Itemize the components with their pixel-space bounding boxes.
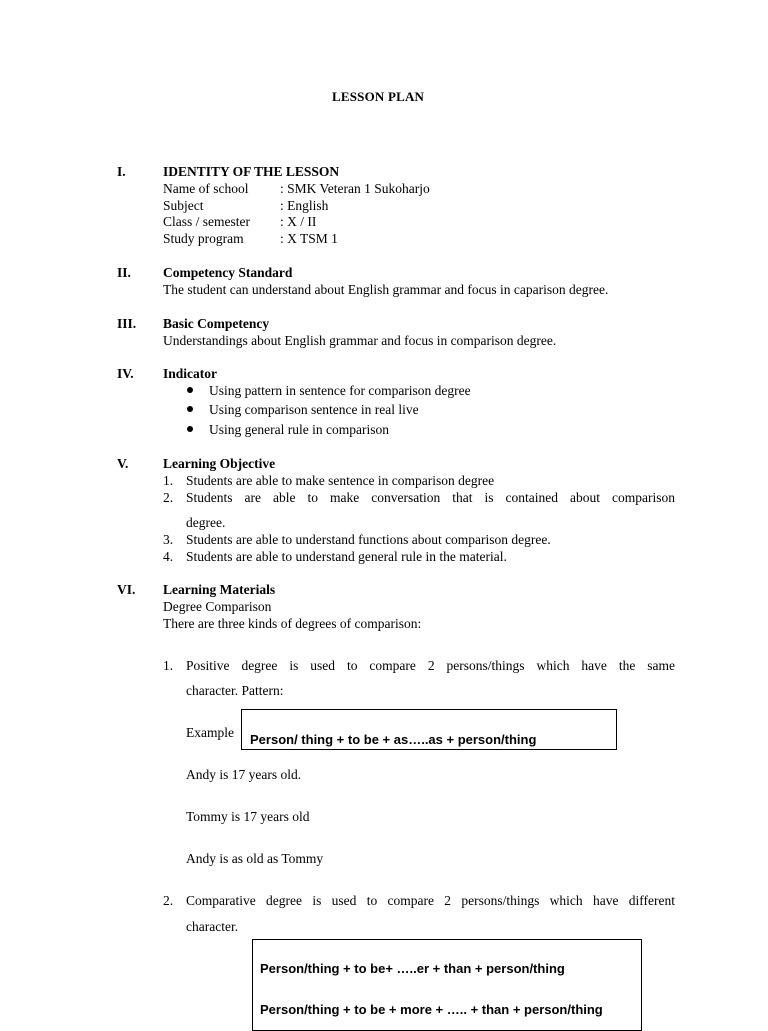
section-heading-learning-objective: Learning Objective: [163, 456, 276, 471]
section-number-4: IV.: [117, 366, 134, 381]
bullet-icon: [187, 406, 193, 412]
pattern-text: Person/ thing + to be + as…..as + person/thing: [250, 732, 537, 747]
identity-value: : SMK Veteran 1 Sukoharjo: [280, 181, 430, 196]
objective-number: 3.: [163, 532, 174, 547]
identity-label: Name of school: [163, 181, 249, 196]
material-number: 1.: [163, 658, 174, 673]
objective-text: Students are able to understand functions about comparison degree.: [186, 532, 551, 547]
example-sentence: Andy is 17 years old.: [186, 767, 302, 782]
section-number-6: VI.: [117, 582, 136, 597]
section-number-5: V.: [117, 456, 129, 471]
identity-value: : X TSM 1: [280, 231, 338, 246]
objective-text: Students are able to understand general rule in the material.: [186, 549, 507, 564]
section-number-1: I.: [117, 164, 126, 179]
section-heading-learning-materials: Learning Materials: [163, 582, 276, 597]
example-sentence: Andy is as old as Tommy: [186, 851, 324, 866]
objective-number: 2.: [163, 490, 174, 505]
material-text: Comparative degree is used to compare 2 persons/things which have different: [186, 893, 675, 908]
material-number: 2.: [163, 893, 174, 908]
section-number-2: II.: [117, 265, 131, 280]
identity-value: : English: [280, 198, 329, 213]
section-heading-identity: IDENTITY OF THE LESSON: [163, 164, 340, 179]
indicator-item: Using general rule in comparison: [209, 422, 389, 437]
indicator-item: Using pattern in sentence for comparison degree: [209, 383, 471, 398]
identity-label: Subject: [163, 198, 204, 213]
bullet-icon: [187, 426, 193, 432]
objective-text: Students are able to make conversation that is contained about comparison: [186, 490, 675, 505]
bullet-icon: [187, 387, 193, 393]
page-title: LESSON PLAN: [332, 89, 425, 104]
section-text: Understandings about English grammar and focus in comparison degree.: [163, 333, 557, 348]
section-text: The student can understand about English grammar and focus in caparison degree.: [163, 282, 609, 297]
objective-number: 4.: [163, 549, 174, 564]
identity-value: : X / II: [280, 214, 317, 229]
example-label: Example: [186, 725, 234, 740]
section-heading-competency-standard: Competency Standard: [163, 265, 293, 280]
materials-intro: There are three kinds of degrees of comparison:: [163, 616, 422, 631]
pattern-text-second: Person/thing + to be + more + ….. + than + person/thing: [260, 1002, 603, 1017]
identity-label: Class / semester: [163, 214, 250, 229]
objective-text-continued: degree.: [186, 515, 226, 530]
identity-label: Study program: [163, 231, 244, 246]
objective-number: 1.: [163, 473, 174, 488]
section-number-3: III.: [117, 316, 137, 331]
materials-subtitle: Degree Comparison: [163, 599, 272, 614]
material-text: Positive degree is used to compare 2 persons/things which have the same: [186, 658, 675, 673]
material-text-continued: character.: [186, 919, 239, 934]
section-heading-basic-competency: Basic Competency: [163, 316, 270, 331]
example-sentence: Tommy is 17 years old: [186, 809, 310, 824]
pattern-text: Person/thing + to be+ …..er + than + person/thing: [260, 961, 565, 976]
indicator-item: Using comparison sentence in real live: [209, 402, 419, 417]
material-text-continued: character. Pattern:: [186, 683, 284, 698]
objective-text: Students are able to make sentence in comparison degree: [186, 473, 495, 488]
section-heading-indicator: Indicator: [163, 366, 217, 381]
